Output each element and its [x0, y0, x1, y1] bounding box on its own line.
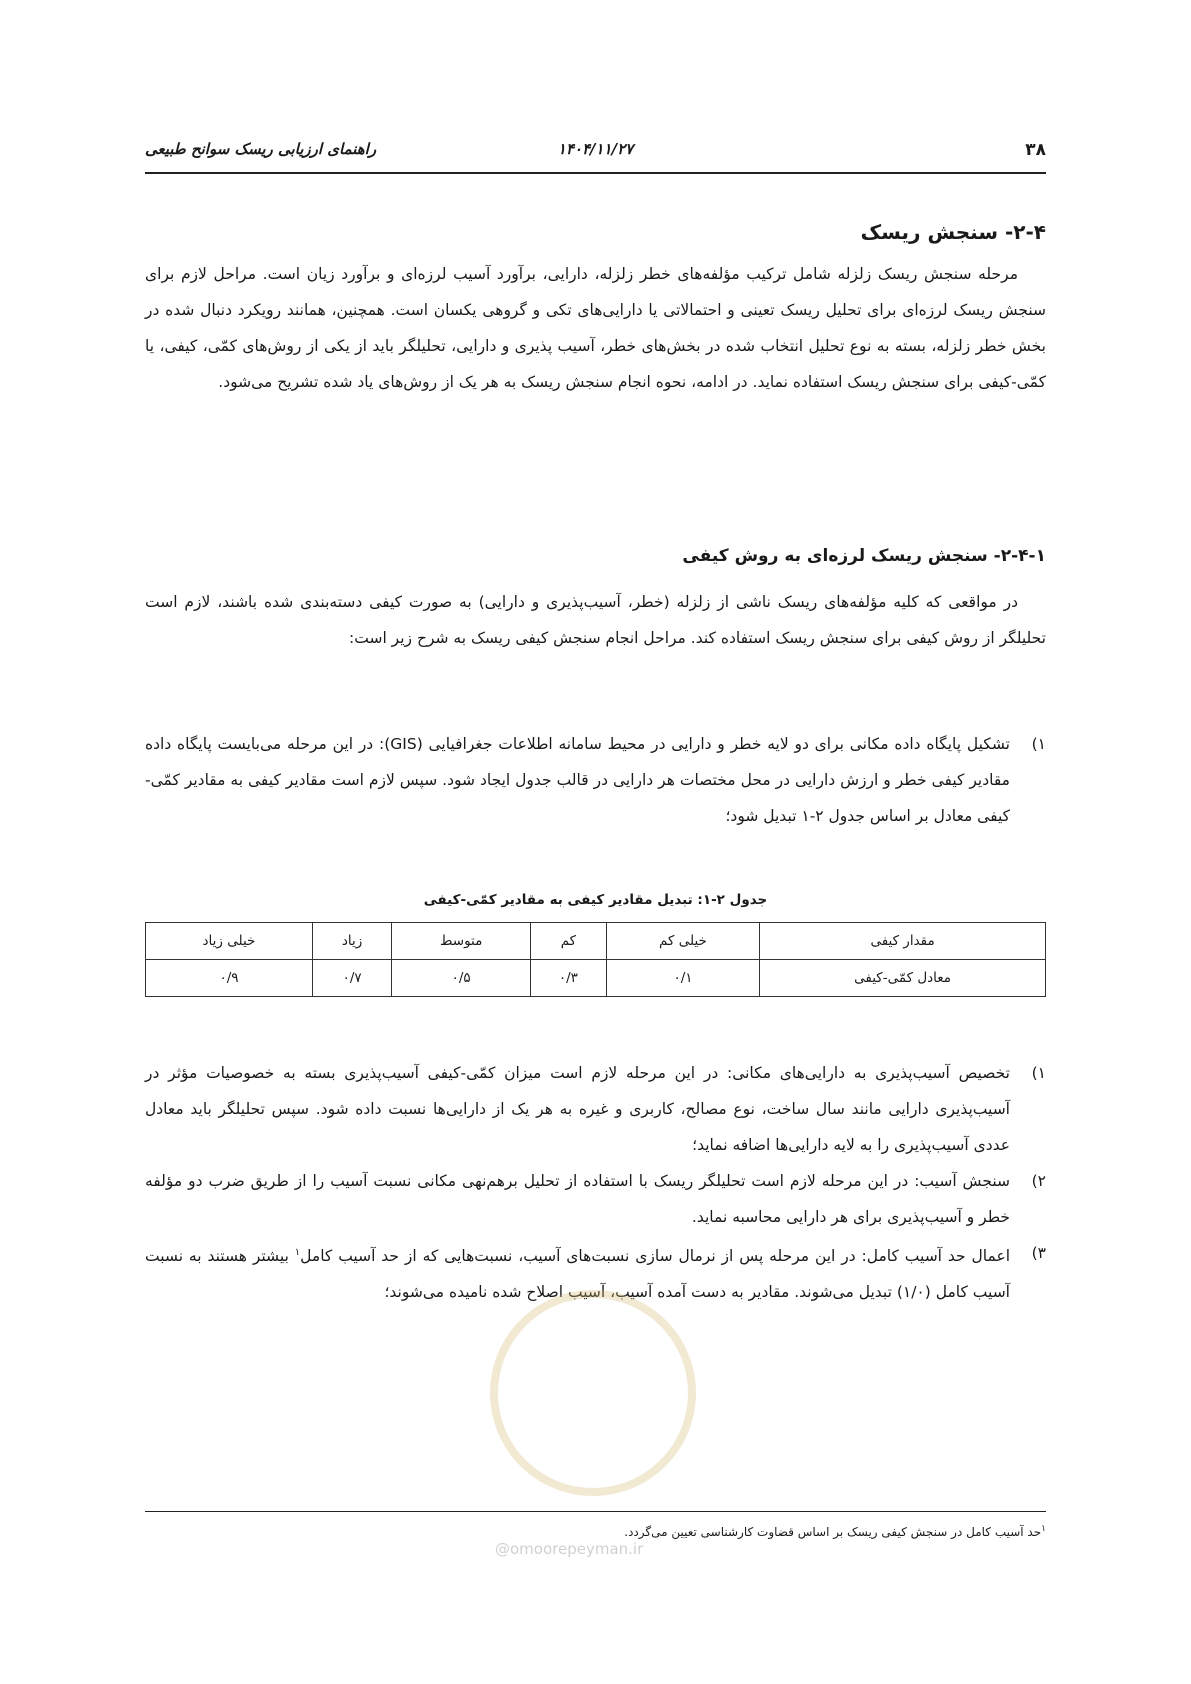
table-cell: ۰/۱ [606, 960, 759, 997]
list-item-text: بیشتر هستند به نسبت آسیب کامل (۱/۰) تبدیل می‌شوند. مقادیر به دست آمده آسیب، آسیب اصلاح شده نامیده می‌شوند؛ [145, 1247, 1010, 1302]
table-cell: کم [531, 923, 607, 960]
list-item-text: تشکیل پایگاه داده مکانی برای دو لایه خطر و دارایی در محیط سامانه اطلاعات جغرافیایی (GIS): در این مرحله می‌بایست پایگاه داده مقادیر کیفی خطر و ارزش دارایی در محل مختصات هر دارایی در قالب جدول ایجاد شود. سپس لازم است مقادیر کیفی به مقادیر کمّی-کیفی معادل بر اساس جدول ۲-۱ تبدیل شود؛ [145, 735, 1010, 825]
steps-list-2 [145, 1055, 1046, 1310]
page-number: ۳۸ [1025, 140, 1046, 160]
footnote-mark: ۱ [1041, 1524, 1046, 1534]
list-item-number: ۱) [1031, 1064, 1046, 1082]
header-date: ۱۴۰۴/۱۱/۲۷ [557, 140, 634, 158]
conversion-table [145, 922, 1046, 997]
watermark-text: @omoorepeyman.ir [495, 1540, 644, 1558]
table-cell: زیاد [312, 923, 391, 960]
watermark-seal-icon [490, 1290, 696, 1496]
section-paragraph: مرحله سنجش ریسک زلزله شامل ترکیب مؤلفه‌های خطر زلزله، دارایی، برآورد آسیب لرزه‌ای و برآورد زیان است. مراحل لازم برای سنجش ریسک لرزه‌ای برای تحلیل ریسک تعینی و احتمالاتی یا دارایی‌های تکی و گروهی یکسان است. همچنین، همانند رویکرد دنبال شده در بخش خطر زلزله، بسته به نوع تحلیل انتخاب شده در بخش‌های خطر، آسیب پذیری و دارایی، تحلیلگر باید از یکی از روش‌های کمّی، کیفی، یا کمّی-کیفی برای سنجش ریسک استفاده نماید. در ادامه، نحوه انجام سنجش ریسک به هر یک از روش‌های یاد شده تشریح می‌شود. [145, 265, 1046, 391]
table-cell: ۰/۷ [312, 960, 391, 997]
footnote-reference[interactable]: ۱ [294, 1247, 301, 1258]
list-item [145, 1055, 1046, 1163]
subsection-heading: ۲-۴-۱- سنجش ریسک لرزه‌ای به روش کیفی [682, 546, 1046, 566]
list-item [145, 1163, 1046, 1235]
list-item-number: ۱) [1031, 735, 1046, 753]
list-item [145, 726, 1046, 834]
table-cell: خیلی کم [606, 923, 759, 960]
table-cell: مقدار کیفی [760, 923, 1046, 960]
table-caption: جدول ۲-۱: تبدیل مقادیر کیفی به مقادیر کمّی-کیفی [423, 892, 768, 908]
table-cell: ۰/۳ [531, 960, 607, 997]
list-item-text: اعمال حد آسیب کامل: در این مرحله پس از نرمال سازی نسبت‌های آسیب، نسبت‌هایی که از حد آسیب کامل [300, 1247, 1010, 1266]
steps-list-1 [145, 726, 1046, 834]
book-title: راهنمای ارزیابی ریسک سوانح طبیعی [145, 140, 377, 158]
table-cell: خیلی زیاد [146, 923, 313, 960]
list-item-text: تخصیص آسیب‌پذیری به دارایی‌های مکانی: در این مرحله لازم است میزان کمّی-کیفی آسیب‌پذیری بسته به خصوصیات مؤثر در آسیب‌پذیری دارایی مانند سال ساخت، نوع مصالح، کاربری و غیره به هر یک از دارایی‌ها نسبت داده شود. سپس تحلیلگر باید معادل عددی آسیب‌پذیری را به لایه دارایی‌ها اضافه نماید؛ [145, 1064, 1010, 1154]
page-header [145, 140, 1046, 170]
list-item-number: ۳) [1031, 1244, 1046, 1262]
list-item-text: سنجش آسیب: در این مرحله لازم است تحلیلگر ریسک با استفاده از تحلیل برهم‌نهی مکانی نسبت آسیب را از طریق ضرب دو مؤلفه خطر و آسیب‌پذیری برای هر دارایی محاسبه نماید. [145, 1172, 1010, 1226]
table-cell: ۰/۹ [146, 960, 313, 997]
subsection-paragraph: در مواقعی که کلیه مؤلفه‌های ریسک ناشی از زلزله (خطر، آسیب‌پذیری و دارایی) به صورت کیفی دسته‌بندی شده باشند، لازم است تحلیلگر از روش کیفی برای سنجش ریسک استفاده کند. مراحل انجام سنجش کیفی ریسک به شرح زیر است: [145, 593, 1046, 647]
section-heading: ۲-۴- سنجش ریسک [860, 220, 1046, 244]
table-row [146, 960, 1046, 997]
header-rule [145, 172, 1046, 174]
table-cell: معادل کمّی-کیفی [760, 960, 1046, 997]
footnote [624, 1524, 1046, 1539]
list-item-number: ۲) [1031, 1172, 1046, 1190]
footnote-rule [145, 1511, 1046, 1512]
table-cell: ۰/۵ [392, 960, 531, 997]
footnote-text: حد آسیب کامل در سنجش کیفی ریسک بر اساس قضاوت کارشناسی تعیین می‌گردد. [624, 1525, 1042, 1539]
table-cell: متوسط [392, 923, 531, 960]
table-header-row [146, 923, 1046, 960]
